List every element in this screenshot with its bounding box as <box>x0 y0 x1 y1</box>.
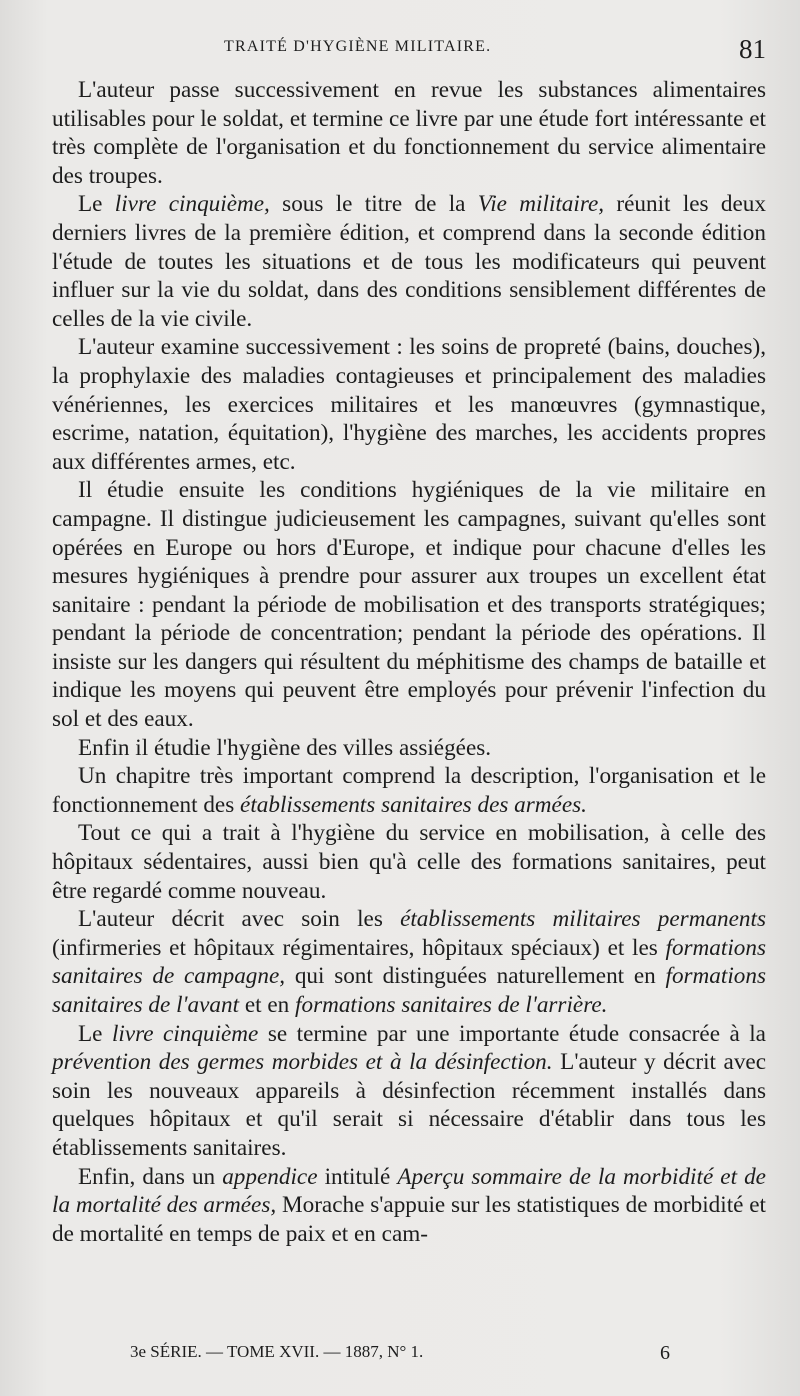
text-run: Il étudie ensuite les conditions hygiéniques de la vie militaire en campagne. Il distingue judicieusement les campagnes, suivant qu'elles sont opérées en Europe ou hors d'Europe, et indique pour chacune d'elles les mesures hygiéniques à prendre pour assurer aux troupes un excellent état sanitaire : pendant la période de mobilisation et des transports stratégiques; pendant la période de concentration; pendant la période des opérations. Il insiste sur les dangers qui résultent du méphitisme des champs de bataille et indique les moyens qui peuvent être employés pour prévenir l'infection du sol et des eaux. <box>52 477 766 733</box>
text-run: Enfin il étudie l'hygiène des villes assiégées. <box>78 734 492 761</box>
paragraph <box>52 190 766 333</box>
page-number: 81 <box>739 34 766 64</box>
text-run: Enfin, dans un <box>78 1163 223 1190</box>
italic-text: livre cinquième, <box>114 191 270 218</box>
paragraph <box>52 819 766 905</box>
paragraph <box>52 1163 766 1249</box>
italic-text: établissements militaires permanents <box>400 906 766 933</box>
paragraph <box>52 1020 766 1163</box>
italic-text: formations sanitaires de l'avant <box>52 963 766 1018</box>
page-header <box>52 28 766 76</box>
italic-text: Aperçu sommaire de la morbidité et de la mortalité des armées, <box>52 1163 766 1219</box>
paragraph <box>52 76 766 190</box>
text-run: Morache s'appuie sur les statistiques de morbidité et de mortalité en temps de paix et en cam- <box>52 1192 766 1247</box>
italic-text: appendice <box>222 1163 318 1190</box>
body-text <box>52 76 766 1248</box>
text-run: L'auteur passe successivement en revue les substances alimentaires utilisables pour le soldat, et termine ce livre par une étude fort intéressante et très complète de l'organisation et du fonctionnement du service alimentaire des troupes. <box>52 77 766 189</box>
running-title: TRAITÉ D'HYGIÈNE MILITAIRE. <box>224 38 492 55</box>
text-run: et en <box>239 992 296 1018</box>
paragraph <box>52 476 766 733</box>
text-run: L'auteur examine successivement : les soins de propreté (bains, douches), la prophylaxie des maladies contagieuses et principalement des maladies vénériennes, les exercices militaires et les manœuvres (gymnastique, escrime, natation, équitation), l'hygiène des marches, les accidents propres aux différentes armes, etc. <box>52 334 766 475</box>
italic-text: prévention des germes morbides et à la désinfection. <box>52 1049 553 1076</box>
paragraph <box>52 905 766 1019</box>
text-run: (infirmeries et hôpitaux régimentaires, hôpitaux spéciaux) et les <box>52 934 666 961</box>
text-run: intitulé <box>317 1163 398 1190</box>
text-run: réunit les deux derniers livres de la première édition, et comprend dans la seconde édition l'étude de toutes les situations et de tous les modificateurs qui peuvent influer sur la vie du soldat, dans des conditions sensiblement différentes de celles de la vie civile. <box>52 191 766 332</box>
italic-text: formations sanitaires de l'arrière. <box>295 992 608 1018</box>
text-run: Tout ce qui a trait à l'hygiène du service en mobilisation, à celle des hôpitaux sédentaires, aussi bien qu'à celle des formations sanitaires, peut être regardé comme nouveau. <box>52 820 766 904</box>
signature-mark: 6 <box>660 1342 670 1364</box>
text-run: L'auteur décrit avec soin les <box>78 906 401 933</box>
italic-text: formations sanitaires de campagne, <box>52 934 766 990</box>
text-run: qui sont distinguées naturellement en <box>285 963 666 990</box>
text-run: se termine par une importante étude consacrée à la <box>258 1020 766 1047</box>
text-run: Un chapitre très important comprend la description, l'organisation et le fonctionnement des <box>52 763 766 818</box>
italic-text: établissements sanitaires des armées. <box>240 791 587 818</box>
text-run: Le <box>78 1020 112 1047</box>
text-run: L'auteur y décrit avec soin les nouveaux appareils à désinfection récemment installés dans quelques hôpitaux et qu'il serait si nécessaire d'établir dans tous les établissements sanitaires. <box>52 1049 766 1161</box>
text-run: Le <box>78 191 115 218</box>
paragraph <box>52 762 766 819</box>
text-run: sous le titre de la <box>269 191 478 218</box>
paragraph <box>52 333 766 476</box>
paragraph <box>52 734 766 763</box>
italic-text: livre cinquième <box>111 1020 259 1047</box>
italic-text: Vie militaire, <box>477 191 605 218</box>
series-info: 3e SÉRIE. — TOME XVII. — 1887, N° 1. <box>130 1342 424 1361</box>
page-footer <box>130 1342 670 1365</box>
